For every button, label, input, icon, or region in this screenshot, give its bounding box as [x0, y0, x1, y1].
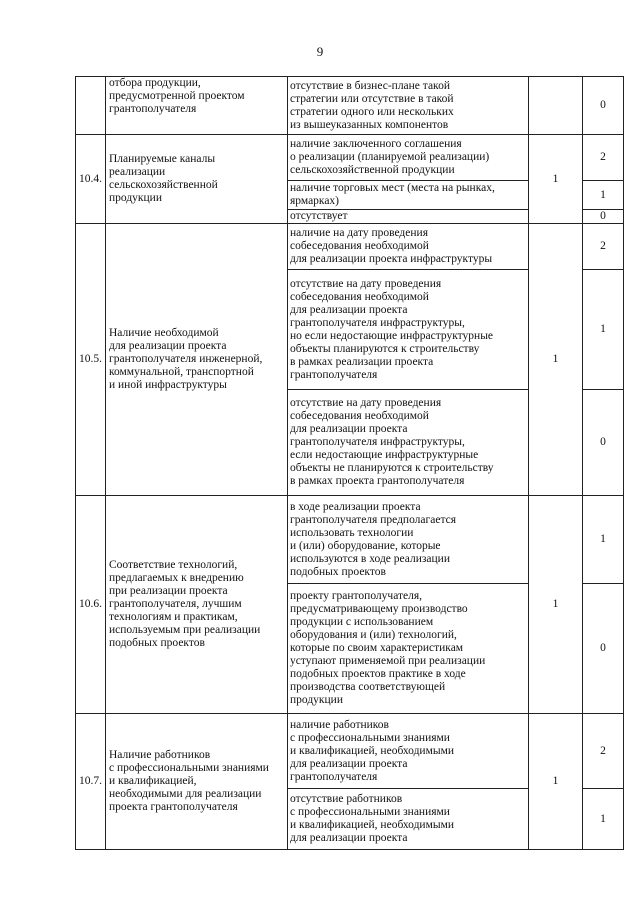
text-line: грантополучателя предполагается [290, 513, 457, 526]
text-line: грантополучателя [290, 770, 378, 783]
text-line: грантополучателя инженерной, [109, 353, 263, 365]
text-line: ярмарках) [290, 195, 340, 207]
text-line: о реализации (планируемой реализации) [290, 151, 490, 163]
text-line: для реализации проекта [290, 303, 408, 316]
text-line: объекты не планируются к строительству [290, 462, 494, 474]
points-cell: 1 [583, 496, 624, 584]
condition-cell [288, 789, 529, 850]
condition-cell [288, 714, 529, 789]
text-line: если недостающие инфраструктурные [290, 449, 479, 461]
text-line: для реализации проекта [290, 423, 408, 435]
text-line: используемым при реализации [109, 624, 261, 636]
points-cell: 1 [583, 270, 624, 390]
text-line: коммунальной, транспортной [109, 366, 254, 378]
text-line: оборудования и (или) технологий, [290, 629, 457, 641]
text-line: производства соответствующей [290, 681, 446, 693]
text-line: используются в ходе реализации [290, 552, 450, 565]
text-line: с профессиональными знаниями [109, 762, 269, 774]
text-line: технологиям и практикам, [109, 611, 238, 623]
criteria-table [75, 76, 624, 850]
criterion-name [106, 224, 288, 496]
text-line: и квалификацией, необходимыми [290, 744, 455, 757]
table-row [76, 135, 624, 181]
text-line: отсутствие работников [290, 793, 403, 805]
table-row [76, 714, 624, 789]
text-line: продукции с использованием [290, 616, 434, 628]
weight-cell: 1 [529, 135, 583, 224]
points-cell: 1 [583, 181, 624, 210]
points-cell: 2 [583, 224, 624, 270]
text-line: в рамках проекта грантополучателя [290, 475, 465, 487]
criterion-name [106, 135, 288, 224]
text-line: сельскохозяйственной [109, 179, 218, 191]
text-line: для реализации проекта [290, 832, 408, 844]
points-cell: 1 [583, 789, 624, 850]
text-line: подобных проектов практике в ходе [290, 668, 466, 680]
points-cell: 2 [583, 135, 624, 181]
text-line: подобных проектов [109, 637, 205, 649]
points-cell: 0 [583, 584, 624, 714]
condition-cell [288, 270, 529, 390]
text-line: в рамках реализации проекта [290, 355, 434, 368]
text-line: проекту грантополучателя, [290, 590, 423, 602]
text-line: подобных проектов [290, 565, 386, 578]
text-line: отсутствие в бизнес-плане такой [290, 79, 450, 92]
points-cell: 2 [583, 714, 624, 789]
text-line: проекта грантополучателя [109, 801, 238, 813]
condition-cell [288, 224, 529, 270]
text-line: для реализации проекта [109, 340, 227, 352]
text-line: собеседования необходимой [290, 410, 429, 422]
text-line: из вышеуказанных компонентов [290, 118, 449, 131]
criterion-name [106, 496, 288, 714]
text-line: продукции [109, 192, 162, 204]
text-line: но если недостающие инфраструктурные [290, 329, 494, 342]
text-line: использовать технологии [290, 526, 414, 539]
text-line: отсутствие на дату проведения [290, 397, 442, 409]
condition-cell [288, 210, 529, 224]
criterion-name [106, 714, 288, 850]
text-line: которые по своим характеристикам [290, 642, 464, 654]
text-line: и квалификацией, необходимыми [290, 819, 455, 831]
text-line: грантополучателя инфраструктуры, [290, 316, 465, 329]
points-cell: 0 [583, 210, 624, 224]
text-line: объекты планируются к строительству [290, 342, 480, 355]
condition-cell [288, 584, 529, 714]
text-line: для реализации проекта инфраструктуры [290, 253, 493, 265]
weight-cell: 1 [529, 714, 583, 850]
text-line: грантополучателя инфраструктуры, [290, 436, 465, 448]
criterion-name [106, 77, 288, 135]
text-line: с профессиональными знаниями [290, 806, 450, 818]
points-cell: 0 [583, 390, 624, 496]
condition-cell [288, 181, 529, 210]
weight-cell [529, 77, 583, 135]
page-number: 9 [316, 44, 324, 59]
text-line: уступают применяемой при реализации [290, 655, 486, 667]
text-line: Наличие работников [109, 749, 211, 761]
weight-cell: 1 [529, 496, 583, 714]
text-line: отсутствие на дату проведения [290, 277, 442, 290]
condition-cell [288, 496, 529, 584]
text-line: стратегии или отсутствие в такой [290, 92, 454, 105]
text-line: сельскохозяйственной продукции [290, 164, 455, 176]
text-line: наличие работников [290, 718, 389, 731]
text-line: отсутствует [290, 210, 348, 222]
text-line: и иной инфраструктуры [109, 379, 227, 391]
text-line: для реализации проекта [290, 757, 408, 770]
criterion-number: 10.7. [76, 714, 106, 850]
criterion-number: 10.6. [76, 496, 106, 714]
text-line: собеседования необходимой [290, 290, 429, 303]
condition-cell [288, 390, 529, 496]
text-line: грантополучателя [290, 368, 378, 381]
criterion-number: 10.4. [76, 135, 106, 224]
points-cell: 0 [583, 77, 624, 135]
text-line: отбора продукции, [109, 77, 201, 89]
text-line: Соответствие технологий, [109, 559, 238, 571]
table-row [76, 496, 624, 584]
table-row [76, 77, 624, 135]
text-line: наличие торговых мест (места на рынках, [290, 182, 495, 194]
text-line: предусмотренной проектом [109, 90, 245, 102]
text-line: и квалификацией, [109, 775, 197, 787]
text-line: в ходе реализации проекта [290, 500, 421, 513]
text-line: грантополучателя, лучшим [109, 598, 242, 610]
criterion-number [76, 77, 106, 135]
text-line: Наличие необходимой [109, 327, 219, 339]
text-line: предусматривающему производство [290, 603, 468, 615]
text-line: стратегии одного или нескольких [290, 105, 454, 118]
text-line: грантополучателя [109, 103, 197, 115]
text-line: Планируемые каналы [109, 153, 216, 165]
text-line: предлагаемых к внедрению [109, 572, 244, 584]
text-line: продукции [290, 694, 343, 706]
weight-cell: 1 [529, 224, 583, 496]
text-line: необходимыми для реализации [109, 788, 262, 800]
text-line: при реализации проекта [109, 585, 228, 597]
table-row [76, 224, 624, 270]
text-line: реализации [109, 166, 166, 178]
condition-cell [288, 135, 529, 181]
criterion-number: 10.5. [76, 224, 106, 496]
text-line: наличие заключенного соглашения [290, 138, 462, 150]
text-line: и (или) оборудование, которые [290, 539, 441, 552]
condition-cell [288, 77, 529, 135]
text-line: с профессиональными знаниями [290, 731, 450, 744]
text-line: собеседования необходимой [290, 240, 429, 252]
text-line: наличие на дату проведения [290, 227, 428, 239]
